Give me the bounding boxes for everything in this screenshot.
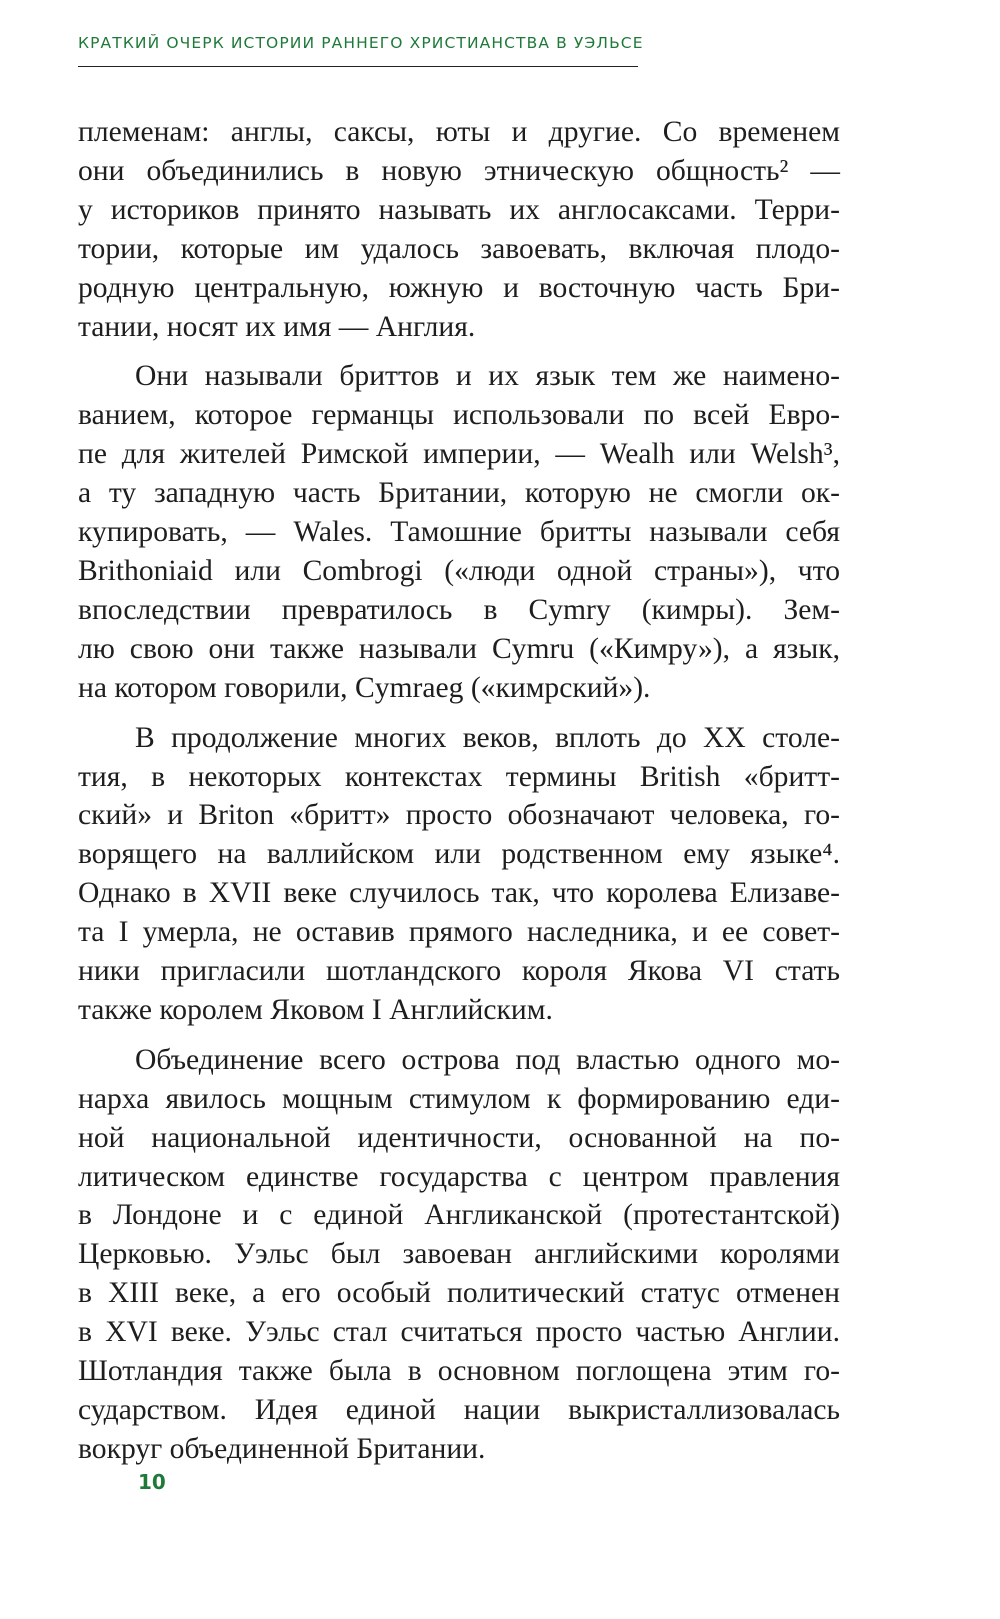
text-line: купировать, — Wales. Тамошние бритты называли себя	[78, 516, 840, 549]
text-line: Объединение всего острова под властью одного мо-	[135, 1043, 840, 1076]
text-line: Шотландия также была в основном поглощена этим го-	[78, 1355, 840, 1388]
text-line: племенам: англы, саксы, юты и другие. Со временем	[78, 116, 840, 148]
text-line: ский» и Briton «бритт» просто обозначают человека, го-	[78, 799, 840, 832]
text-line: ной национальной идентичности, основанной на по-	[78, 1121, 840, 1154]
text-line: ники пригласили шотландского короля Якова VI стать	[78, 955, 840, 988]
paragraph-1	[78, 113, 840, 346]
page-number: 10	[138, 1470, 166, 1494]
text-line: Они называли бриттов и их язык тем же наимено-	[135, 360, 840, 393]
text-line: В продолжение многих веков, вплоть до XX столе-	[135, 721, 840, 754]
text-line: та I умерла, не оставив прямого наследника, и ее совет-	[78, 916, 840, 949]
text-line: литическом единстве государства с центром правления	[78, 1160, 840, 1193]
text-line: родную центральную, южную и восточную часть Бри-	[78, 271, 840, 304]
text-line: в XVI веке. Уэльс стал считаться просто частью Англии.	[78, 1316, 840, 1349]
text-line: в XIII веке, а его особый политический статус отменен	[78, 1277, 840, 1310]
running-header: КРАТКИЙ ОЧЕРК ИСТОРИИ РАННЕГО ХРИСТИАНСТВА В УЭЛЬСЕ	[78, 34, 644, 52]
text-line: Церковью. Уэльс был завоеван английскими королями	[78, 1238, 840, 1271]
body-text	[78, 113, 840, 1469]
paragraph-3	[78, 719, 840, 1030]
paragraph-2	[78, 357, 840, 707]
text-line: а ту западную часть Британии, которую не смогли ок-	[78, 477, 840, 510]
text-line: тании, носят их имя — Англия.	[78, 310, 476, 343]
text-line: ворящего на валлийском или родственном ему языке⁴.	[78, 838, 840, 871]
text-line: тории, которые им удалось завоевать, включая плодо-	[78, 232, 840, 265]
paragraph-4	[78, 1041, 840, 1469]
text-line: они объединились в новую этническую общность² —	[78, 154, 840, 187]
text-line: пе для жителей Римской империи, — Wealh или Welsh³,	[78, 438, 840, 471]
text-line: впоследствии превратилось в Cymry (кимры). Зем-	[78, 593, 840, 626]
text-line: Однако в XVII веке случилось так, что королева Елизаве-	[78, 877, 840, 910]
text-line: лю свою они также называли Cymru («Кимру»), а язык,	[78, 632, 840, 665]
text-line: у историков принято называть их англосаксами. Терри-	[78, 193, 840, 226]
text-line: также королем Яковом I Английским.	[78, 993, 553, 1026]
text-line: в Лондоне и с единой Англиканской (протестантской)	[78, 1199, 840, 1232]
text-line: ванием, которое германцы использовали по всей Евро-	[78, 399, 840, 432]
text-line: тия, в некоторых контекстах термины British «бритт-	[78, 760, 840, 793]
text-line: нарха явилось мощным стимулом к формированию еди-	[78, 1082, 840, 1115]
text-line: вокруг объединенной Британии.	[78, 1432, 486, 1465]
header-rule	[78, 66, 638, 67]
text-line: сударством. Идея единой нации выкристаллизовалась	[78, 1394, 840, 1426]
text-line: на котором говорили, Cymraeg («кимрский»).	[78, 671, 651, 704]
text-line: Brithoniaid или Combrogi («люди одной страны»), что	[78, 554, 840, 587]
